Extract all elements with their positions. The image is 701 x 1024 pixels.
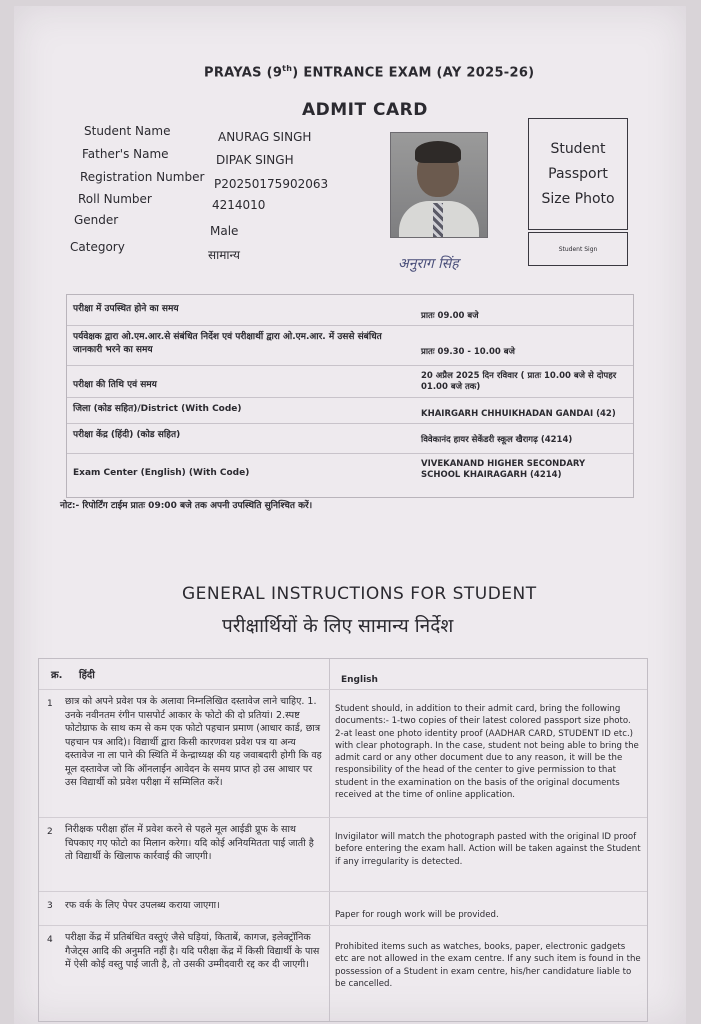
instructions-heading-hi: परीक्षार्थियों के लिए सामान्य निर्देश xyxy=(222,615,454,637)
exam-title: PRAYAS (9th) ENTRANCE EXAM (AY 2025-26) xyxy=(204,64,535,81)
father-name-label: Father's Name xyxy=(82,147,169,161)
student-sign-box xyxy=(528,232,628,266)
omr-time-value: प्रातः 09.30 - 10.00 बजे xyxy=(421,347,515,357)
student-photo xyxy=(390,132,488,238)
item-4-hindi: परीक्षा केंद्र में प्रतिबंधित वस्तुएं जैसे घड़ियां, किताबें, कागज, इलेक्ट्रॉनिक गैजेट्स आदि की अनुमति नहीं है। यदि परीक्षा केंद्र में किसी विद्यार्थी के पास में ऐसी कोई वस्तु पाई जाती है, तो उसकी उम्मीदवारी रद्द कर दी जाएगी। xyxy=(65,932,320,970)
student-name-value: ANURAG SINGH xyxy=(218,130,312,144)
registration-number-label: Registration Number xyxy=(80,170,205,184)
exam-date-value: 20 अप्रैल 2025 दिन रविवार ( प्रातः 10.00 बजे से दोपहर 01.00 बजे तक) xyxy=(421,371,617,392)
photo-box-line1: Student xyxy=(550,140,606,157)
roll-number-value: 4214010 xyxy=(212,198,266,212)
col-no-header: क्र. xyxy=(51,670,63,681)
passport-photo-box xyxy=(528,118,628,230)
reporting-time-label: परीक्षा में उपस्थित होने का समय xyxy=(73,304,179,314)
center-english-label: Exam Center (English) (With Code) xyxy=(73,468,250,478)
item-2-english: Invigilator will match the photograph pasted with the original ID proof before entering the exam hall. Action will be taken against the Student if any irregularity is detected. xyxy=(335,832,641,867)
roll-number-label: Roll Number xyxy=(78,192,152,206)
exam-date-label: परीक्षा की तिथि एवं समय xyxy=(73,380,157,390)
exam-details-table xyxy=(66,294,634,498)
item-2-no: 2 xyxy=(47,827,53,837)
instructions-heading-en: GENERAL INSTRUCTIONS FOR STUDENT xyxy=(182,584,537,604)
reporting-note: नोट:- रिपोर्टिंग टाईम प्रातः 09:00 बजे तक अपनी उपस्थिति सुनिश्चित करें। xyxy=(60,501,313,511)
item-3-no: 3 xyxy=(47,901,53,911)
student-name-label: Student Name xyxy=(84,124,171,138)
item-3-hindi: रफ वर्क के लिए पेपर उपलब्ध कराया जाएगा। xyxy=(65,900,220,911)
item-2-hindi: निरीक्षक परीक्षा हॉल में प्रवेश करने से पहले मूल आईडी प्रूफ के साथ चिपकाए गए फोटो का मिलान करेगा। यदि कोई अनियमितता पाई जाती है तो विद्यार्थी के खिलाफ कार्रवाई की जाएगी। xyxy=(65,824,314,862)
admit-card-sheet xyxy=(14,6,686,1024)
center-english-value: VIVEKANAND HIGHER SECONDARY SCHOOL KHAIRAGARH (4214) xyxy=(421,459,586,480)
item-1-english: Student should, in addition to their admit card, bring the following documents:- 1-two copies of their latest colored passport size photo. 2-at least one photo identity proof (AADHAR CARD, STUDENT ID etc.) with clear photograph. In the case, student not being able to bring the admit card or any other document due to any reason, it will be the responsibility of the head of the center to give permission to that student in the examination on the basis of the original documents received at the time of online application. xyxy=(335,704,639,801)
gender-label: Gender xyxy=(74,213,119,227)
item-3-english: Paper for rough work will be provided. xyxy=(335,910,499,920)
registration-number-value: P20250175902063 xyxy=(214,177,329,191)
student-sign-label: Student Sign xyxy=(558,245,598,253)
item-1-hindi: छात्र को अपने प्रवेश पत्र के अलावा निम्नलिखित दस्तावेज लाने चाहिए. 1. उनके नवीनतम रंगीन पासपोर्ट आकार के फोटो की दो प्रतियां। 2.स्पष्ट फोटोग्राफ के साथ कम से कम एक फोटो पहचान प्रमाण (आधार कार्ड, छात्र पहचान पत्र आदि)। विद्यार्थी द्वारा किसी कारणवश प्रवेश पत्र या अन्य दस्तावेज ना ला पाने की स्थिति में केन्द्राध्यक्ष की यह जवाबदारी होगी कि वह मूल दस्तावेज जो कि ऑनलाईन आवेदन के समय प्राप्त हो उस आधार पर उस विद्यार्थी को प्रवेश परीक्षा में सम्मिलित करें। xyxy=(65,696,322,788)
omr-time-label: पर्यवेक्षक द्वारा ओ.एम.आर.से संबंधित निर्देश एवं परीक्षार्थी द्वारा ओ.एम.आर. में उससे संबंधित जानकारी भरने का समय xyxy=(73,332,382,355)
gender-value: Male xyxy=(210,224,239,238)
instructions-table xyxy=(38,658,648,1022)
center-hindi-value: विवेकानंद हायर सेकेंडरी स्कूल खैरागढ़ (4214) xyxy=(421,435,573,445)
category-label: Category xyxy=(70,240,125,254)
col-hindi-header: हिंदी xyxy=(79,670,95,681)
item-4-no: 4 xyxy=(47,935,53,945)
category-value: सामान्य xyxy=(208,248,241,262)
photo-box-line3: Size Photo xyxy=(541,190,615,207)
reporting-time-value: प्रातः 09.00 बजे xyxy=(421,311,479,321)
item-4-english: Prohibited items such as watches, books, paper, electronic gadgets etc are not allowed in the exam centre. If any such item is found in the possession of a Student in exam centre, his/her candidature liable to be cancelled. xyxy=(335,942,641,989)
photo-box-line2: Passport xyxy=(548,165,608,182)
col-english-header: English xyxy=(341,675,378,685)
district-label: जिला (कोड सहित)/District (With Code) xyxy=(73,404,242,414)
district-value: KHAIRGARH CHHUIKHADAN GANDAI (42) xyxy=(421,409,616,419)
student-signature: अनुराग सिंह xyxy=(398,256,459,272)
father-name-value: DIPAK SINGH xyxy=(216,153,294,167)
item-1-no: 1 xyxy=(47,699,53,709)
admit-card-heading: ADMIT CARD xyxy=(302,100,428,120)
center-hindi-label: परीक्षा केंद्र (हिंदी) (कोड सहित) xyxy=(73,430,181,440)
